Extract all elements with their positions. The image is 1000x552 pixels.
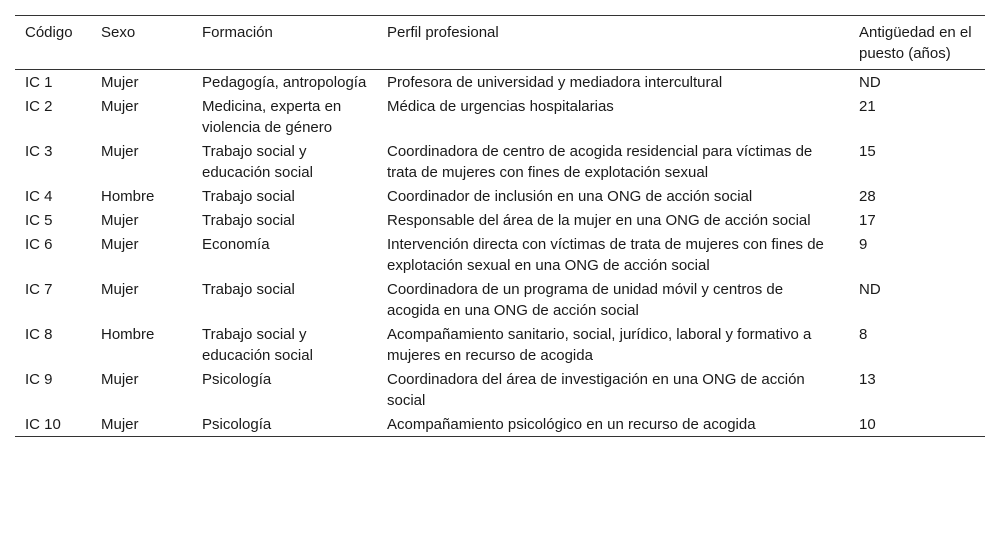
- cell-antiguedad: 15: [859, 143, 876, 160]
- table-container: [15, 15, 985, 437]
- cell-formacion: Economía: [202, 236, 270, 253]
- cell-formacion: Psicología: [202, 416, 272, 433]
- cell-formacion: Pedagogía, antropología: [202, 74, 367, 91]
- cell-perfil: Coordinadora de centro de acogida residencial para víctimas de trata de mujeres con fines de explotación sexual: [387, 143, 813, 181]
- table-row: [15, 367, 985, 412]
- table-row: [15, 94, 985, 139]
- cell-antiguedad: 28: [859, 188, 876, 205]
- table-row: [15, 184, 985, 208]
- header-codigo: Código: [25, 24, 73, 41]
- cell-antiguedad: 13: [859, 371, 876, 388]
- cell-sexo: Mujer: [101, 98, 139, 115]
- cell-antiguedad: 10: [859, 416, 876, 433]
- cell-formacion: Trabajo social y educación social: [202, 143, 313, 181]
- cell-antiguedad: 21: [859, 98, 876, 115]
- cell-codigo: IC 1: [25, 74, 53, 91]
- cell-formacion: Trabajo social: [202, 212, 295, 229]
- table-header: [15, 16, 985, 70]
- cell-codigo: IC 8: [25, 326, 53, 343]
- table-row: [15, 322, 985, 367]
- header-row: [15, 16, 985, 70]
- cell-sexo: Mujer: [101, 281, 139, 298]
- cell-sexo: Mujer: [101, 371, 139, 388]
- cell-antiguedad: ND: [859, 281, 881, 298]
- cell-antiguedad: 17: [859, 212, 876, 229]
- cell-codigo: IC 9: [25, 371, 53, 388]
- cell-codigo: IC 5: [25, 212, 53, 229]
- cell-codigo: IC 2: [25, 98, 53, 115]
- cell-formacion: Trabajo social y educación social: [202, 326, 313, 364]
- cell-antiguedad: ND: [859, 74, 881, 91]
- table-row: [15, 277, 985, 322]
- cell-sexo: Mujer: [101, 212, 139, 229]
- cell-formacion: Psicología: [202, 371, 272, 388]
- table-row: [15, 139, 985, 184]
- cell-perfil: Médica de urgencias hospitalarias: [387, 98, 614, 115]
- cell-codigo: IC 10: [25, 416, 61, 433]
- cell-codigo: IC 4: [25, 188, 53, 205]
- cell-sexo: Mujer: [101, 143, 139, 160]
- cell-sexo: Mujer: [101, 74, 139, 91]
- cell-sexo: Mujer: [101, 416, 139, 433]
- participants-table: [15, 15, 985, 437]
- cell-sexo: Hombre: [101, 188, 155, 205]
- table-body: [15, 70, 985, 437]
- cell-perfil: Responsable del área de la mujer en una ONG de acción social: [387, 212, 811, 229]
- table-row: [15, 412, 985, 437]
- cell-perfil: Coordinadora de un programa de unidad móvil y centros de acogida en una ONG de acción social: [387, 281, 784, 319]
- cell-perfil: Acompañamiento sanitario, social, jurídico, laboral y formativo a mujeres en recurso de acogida: [387, 326, 812, 364]
- table-row: [15, 70, 985, 95]
- cell-sexo: Mujer: [101, 236, 139, 253]
- cell-antiguedad: 9: [859, 236, 868, 253]
- header-sexo: Sexo: [101, 24, 136, 41]
- header-antiguedad: Antigüedad en el puesto (años): [859, 24, 972, 62]
- table-row: [15, 208, 985, 232]
- cell-sexo: Hombre: [101, 326, 155, 343]
- cell-perfil: Intervención directa con víctimas de trata de mujeres con fines de explotación sexual en una ONG de acción social: [387, 236, 824, 274]
- cell-perfil: Coordinadora del área de investigación en una ONG de acción social: [387, 371, 805, 409]
- cell-antiguedad: 8: [859, 326, 868, 343]
- header-perfil-profesional: Perfil profesional: [387, 24, 499, 41]
- cell-perfil: Coordinador de inclusión en una ONG de acción social: [387, 188, 753, 205]
- header-formacion: Formación: [202, 24, 273, 41]
- cell-formacion: Medicina, experta en violencia de género: [202, 98, 342, 136]
- cell-codigo: IC 7: [25, 281, 53, 298]
- cell-codigo: IC 6: [25, 236, 53, 253]
- cell-formacion: Trabajo social: [202, 188, 295, 205]
- cell-perfil: Profesora de universidad y mediadora intercultural: [387, 74, 723, 91]
- table-row: [15, 232, 985, 277]
- cell-perfil: Acompañamiento psicológico en un recurso de acogida: [387, 416, 756, 433]
- cell-formacion: Trabajo social: [202, 281, 295, 298]
- cell-codigo: IC 3: [25, 143, 53, 160]
